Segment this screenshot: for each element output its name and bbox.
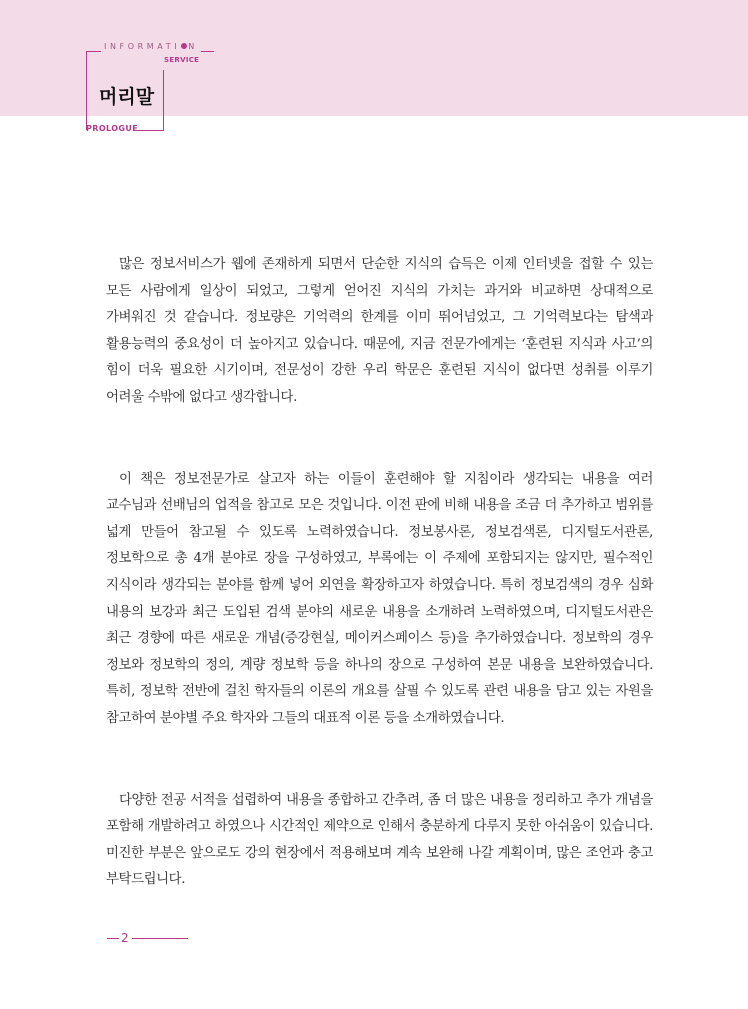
page-number: 2	[121, 931, 129, 945]
brand-dot-icon	[181, 43, 187, 49]
header-frame-right-line	[163, 70, 164, 130]
paragraph-2: 이 책은 정보전문가로 살고자 하는 이들이 훈련해야 할 지침이라 생각되는 내용을 여러 교수님과 선배님의 업적을 참고로 모은 것입니다. 이전 판에 비해 내용을 조금 더 추가하고 범위를 넓게 만들어 참고될 수 있도록 노력하였습니다. 정보봉사론, 정보검색론, 디지털도서관론, 정보학으로 총 4개 분야로 장을 구성하였고, 부록에는 이 주제에 포함되지는 않지만, 필수적인 지식이라 생각되는 분야를 함께 넣어 외연을 확장하고자 하였습니다. 특히 정보검색의 경우 심화 내용의 보강과 최근 도입된 검색 분야의 새로운 내용을 소개하려 노력하였으며, 디지털도서관은 최근 경향에 따른 새로운 개념(증강현실, 메이커스페이스 등)을 추가하였습니다. 정보학의 경우 정보와 정보학의 정의, 계량 정보학 등을 하나의 장으로 구성하여 본문 내용을 보완하였습니다.특히, 정보학 전반에 걸친 학자들의 이론의 개요를 살필 수 있도록 관련 내용을 담고 있는 자원을 참고하여 분야별 주요 학자와 그들의 대표적 이론 등을 소개하였습니다.	[106, 471, 653, 726]
brand-information-text: INFORMATI	[104, 42, 181, 51]
paragraph-3: 다양한 전공 서적을 섭렵하여 내용을 종합하고 간추려, 좀 더 많은 내용을 정리하고 추가 개념을 포함해 개발하려고 하였으나 시간적인 제약으로 인해서 충분하게 다루지 못한 아쉬움이 있습니다. 미진한 부분은 앞으로도 강의 현장에서 적용해보며 계속 보완해 나갈 계획이며, 많은 조언과 충고 부탁드립니다.	[106, 792, 653, 888]
brand-information-end: N	[188, 42, 198, 51]
footer-line-right	[132, 938, 188, 939]
footer-line-left	[107, 938, 119, 939]
page-title: 머리말	[99, 86, 155, 108]
body-text	[106, 252, 653, 894]
header-frame-left-line	[86, 51, 87, 130]
brand-information	[101, 40, 201, 54]
brand-service: SERVICE	[164, 56, 200, 64]
section-label: PROLOGUE	[86, 124, 139, 133]
paragraph-1: 많은 정보서비스가 웹에 존재하게 되면서 단순한 지식의 습득은 이제 인터넷을 접할 수 있는 모든 사람에게 일상이 되었고, 그렇게 얻어진 지식의 가치는 과거와 비교하면 상대적으로 가벼워진 것 같습니다. 정보량은 기억력의 한계를 이미 뛰어넘었고, 그 기억력보다는 탐색과 활용능력의 중요성이 더 높아지고 있습니다. 때문에, 지금 전문가에게는 ‘훈련된 지식과 사고’의 힘이 더욱 필요한 시기이며, 전문성이 강한 우리 학문은 훈련된 지식이 없다면 성취를 이루기 어려울 수밖에 없다고 생각합니다.	[106, 257, 653, 405]
